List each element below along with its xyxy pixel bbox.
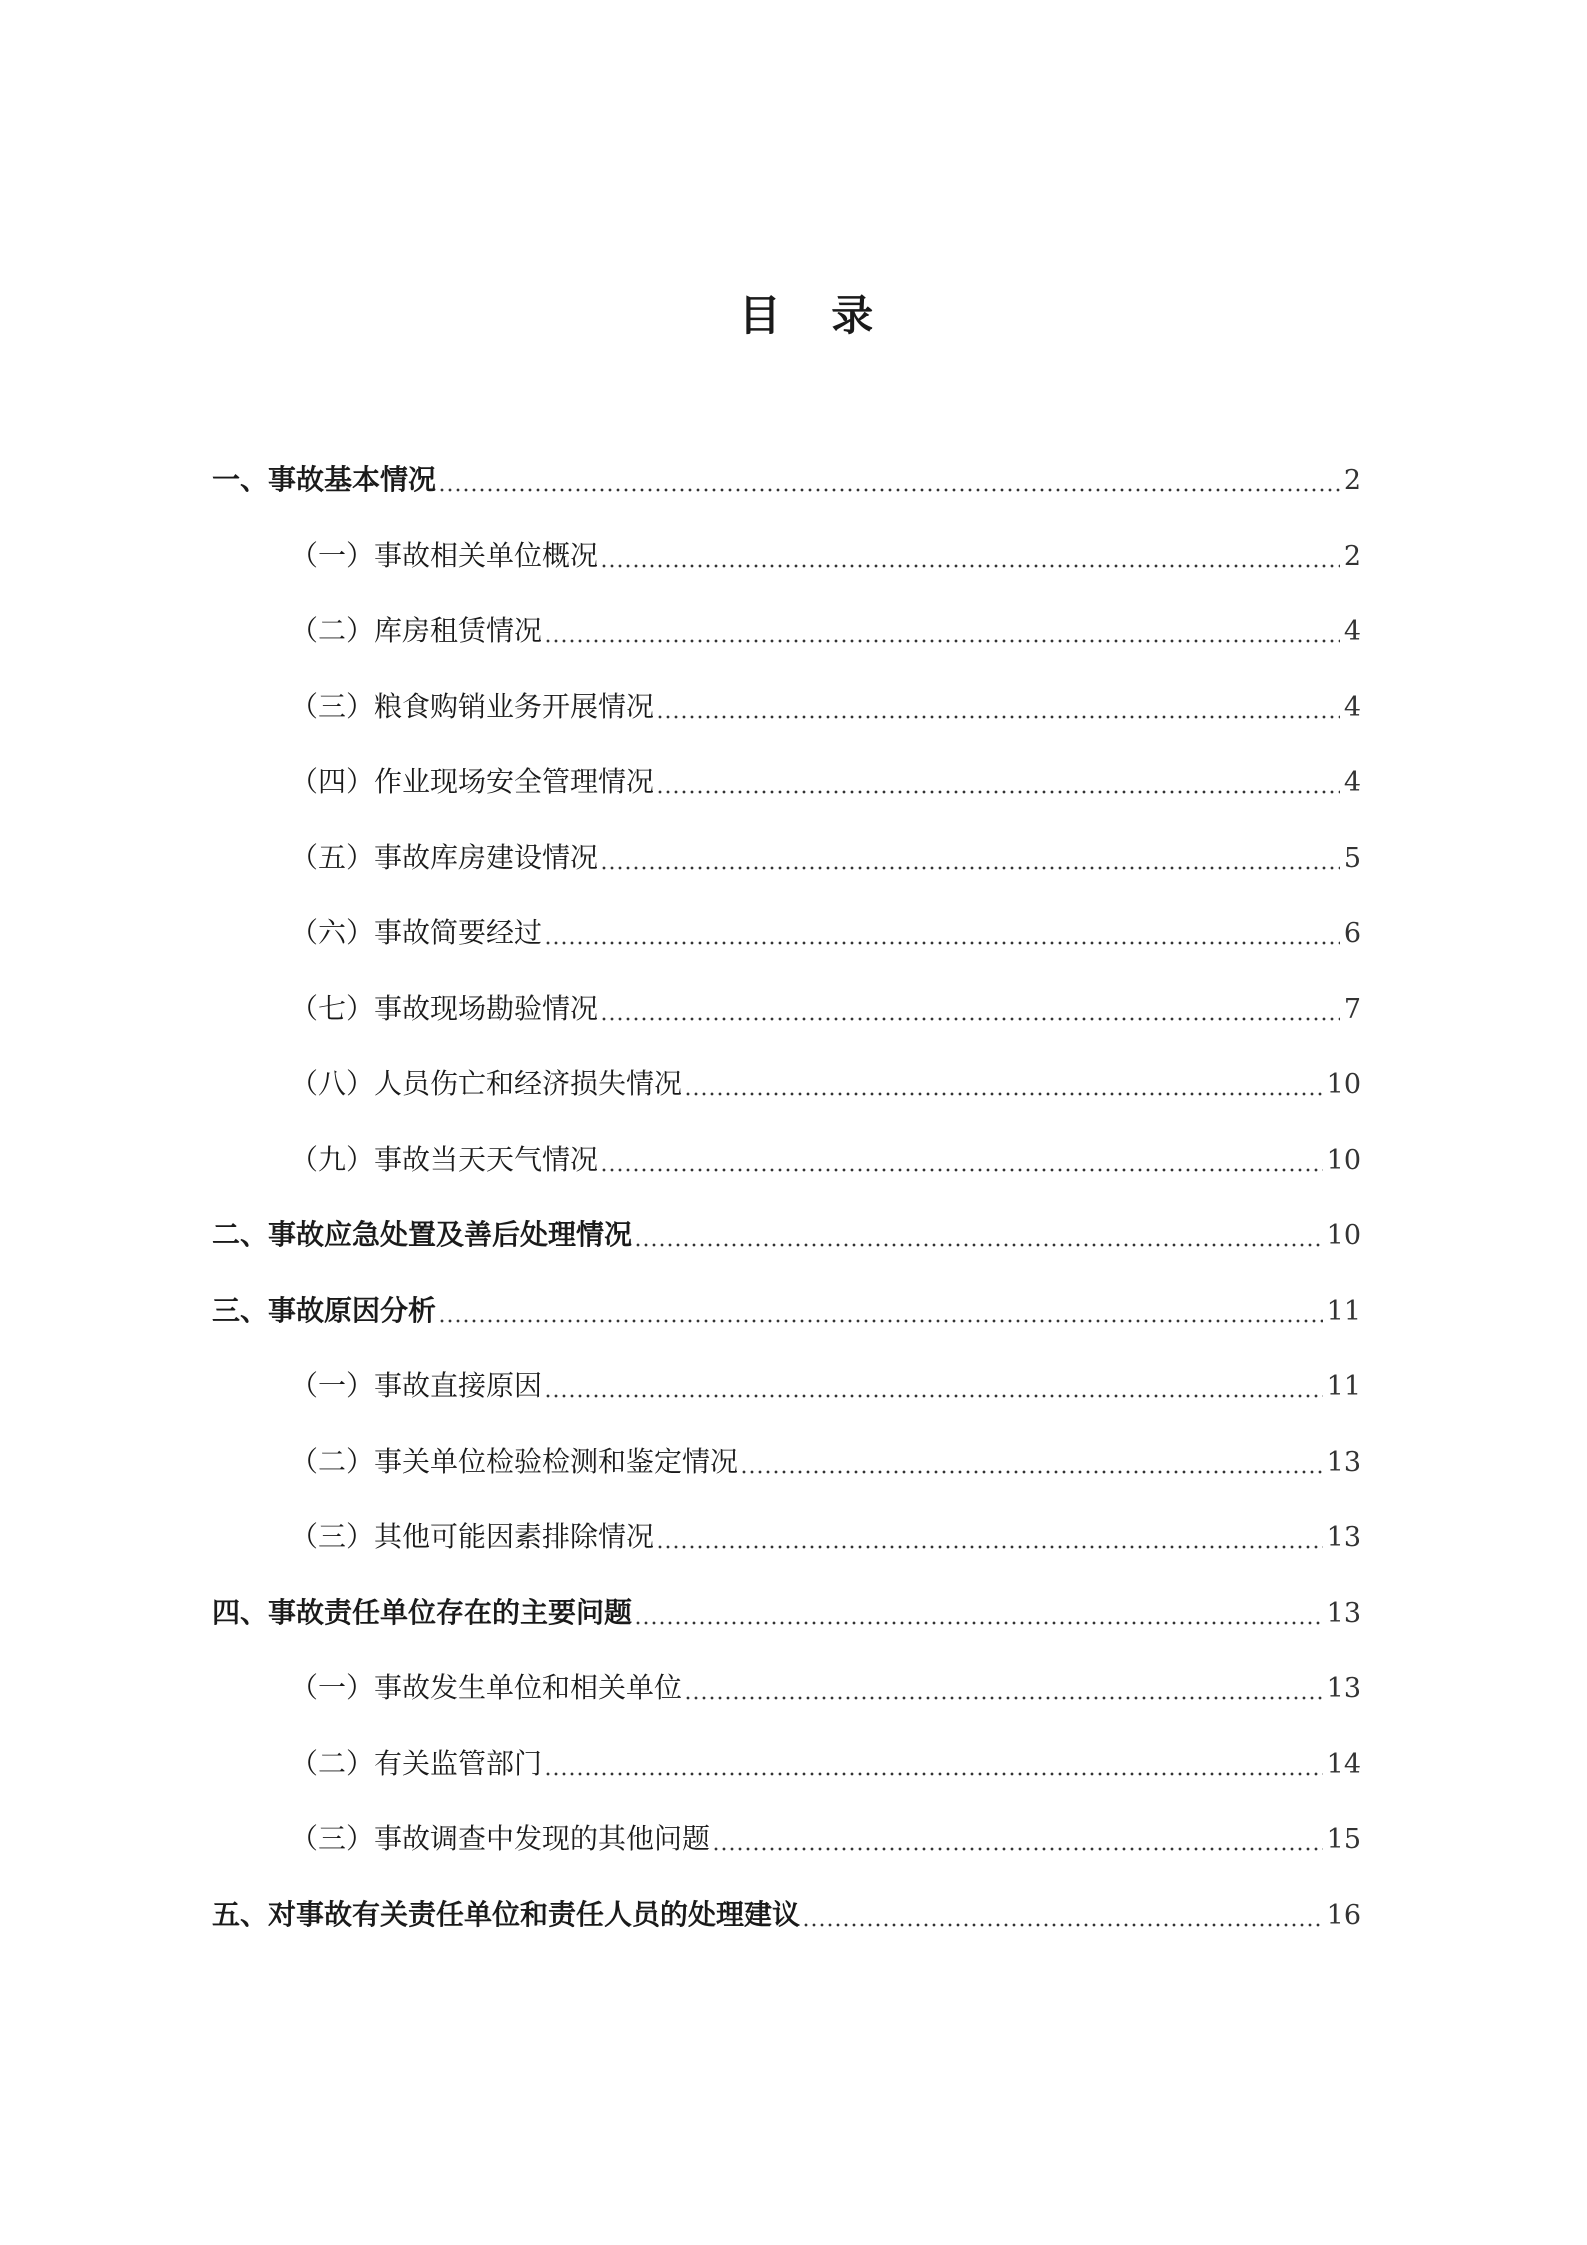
toc-entry-title: （四）作业现场安全管理情况 xyxy=(290,765,655,798)
toc-entry-page-number: 14 xyxy=(1326,1749,1361,1780)
toc-entry-page-number: 7 xyxy=(1343,994,1361,1025)
toc-entry-page-number: 6 xyxy=(1343,918,1361,949)
toc-entry-page-number: 2 xyxy=(1343,541,1361,572)
toc-entry[interactable] xyxy=(290,987,1361,1031)
toc-entry-page-number: 16 xyxy=(1326,1900,1361,1931)
toc-entry-page-number: 13 xyxy=(1326,1673,1361,1704)
dot-leader xyxy=(544,639,1340,643)
toc-entry[interactable] xyxy=(290,1742,1361,1786)
toc-entry[interactable] xyxy=(212,1289,1361,1333)
toc-entry[interactable] xyxy=(290,685,1361,729)
toc-entry[interactable] xyxy=(290,760,1361,804)
dot-leader xyxy=(438,1319,1323,1323)
toc-entry-title: （三）其他可能因素排除情况 xyxy=(290,1520,655,1553)
toc-entry-page-number: 5 xyxy=(1343,843,1361,874)
dot-leader xyxy=(684,1696,1323,1700)
toc-entry[interactable] xyxy=(290,1666,1361,1710)
toc-entry-title: （一）事故直接原因 xyxy=(290,1369,543,1402)
toc-entry-title: （八）人员伤亡和经济损失情况 xyxy=(290,1067,683,1100)
dot-leader xyxy=(712,1847,1323,1851)
toc-entry-title: （一）事故发生单位和相关单位 xyxy=(290,1671,683,1704)
toc-entry-title: （三）粮食购销业务开展情况 xyxy=(290,690,655,723)
toc-entry[interactable] xyxy=(212,1213,1361,1257)
toc-entry-page-number: 10 xyxy=(1326,1145,1361,1176)
dot-leader xyxy=(802,1923,1323,1927)
toc-entry-page-number: 11 xyxy=(1326,1296,1361,1327)
toc-entry-title: （二）库房租赁情况 xyxy=(290,614,543,647)
dot-leader xyxy=(600,866,1340,870)
toc-entry-title: 二、事故应急处置及善后处理情况 xyxy=(212,1218,633,1251)
toc-entry-title: 三、事故原因分析 xyxy=(212,1294,437,1327)
toc-entry-page-number: 11 xyxy=(1326,1371,1361,1402)
dot-leader xyxy=(634,1621,1323,1625)
toc-entry[interactable] xyxy=(212,1893,1361,1937)
toc-entry-title: 四、事故责任单位存在的主要问题 xyxy=(212,1596,633,1629)
toc-entry-page-number: 13 xyxy=(1326,1447,1361,1478)
toc-entry-page-number: 10 xyxy=(1326,1220,1361,1251)
dot-leader xyxy=(656,790,1340,794)
toc-entry[interactable] xyxy=(212,1591,1361,1635)
toc-entry-title: （二）事关单位检验检测和鉴定情况 xyxy=(290,1445,739,1478)
toc-entry-page-number: 4 xyxy=(1343,692,1361,723)
toc-entry-page-number: 13 xyxy=(1326,1522,1361,1553)
toc-entry-title: （一）事故相关单位概况 xyxy=(290,539,599,572)
dot-leader xyxy=(544,1394,1323,1398)
dot-leader xyxy=(544,941,1340,945)
toc-entry-page-number: 13 xyxy=(1326,1598,1361,1629)
toc-entry[interactable] xyxy=(290,1062,1361,1106)
page-title: 目 录 xyxy=(738,291,892,340)
dot-leader xyxy=(656,715,1340,719)
dot-leader xyxy=(600,1168,1323,1172)
toc-entry[interactable] xyxy=(290,911,1361,955)
dot-leader xyxy=(634,1243,1323,1247)
toc-entry[interactable] xyxy=(290,1138,1361,1182)
dot-leader xyxy=(544,1772,1323,1776)
toc-entry[interactable] xyxy=(290,1515,1361,1559)
dot-leader xyxy=(600,1017,1340,1021)
toc-entry-page-number: 4 xyxy=(1343,767,1361,798)
toc-entry[interactable] xyxy=(212,458,1361,502)
toc-entry[interactable] xyxy=(290,1817,1361,1861)
toc-entry[interactable] xyxy=(290,534,1361,578)
toc-entry-title: （二）有关监管部门 xyxy=(290,1747,543,1780)
dot-leader xyxy=(656,1545,1323,1549)
toc-entry-page-number: 15 xyxy=(1326,1824,1361,1855)
toc-entry-page-number: 4 xyxy=(1343,616,1361,647)
toc-entry-title: （三）事故调查中发现的其他问题 xyxy=(290,1822,711,1855)
dot-leader xyxy=(684,1092,1323,1096)
toc-entry-title: （六）事故简要经过 xyxy=(290,916,543,949)
toc-entry-page-number: 10 xyxy=(1326,1069,1361,1100)
toc-entry-title: 五、对事故有关责任单位和责任人员的处理建议 xyxy=(212,1898,801,1931)
toc-entry-title: （七）事故现场勘验情况 xyxy=(290,992,599,1025)
toc-entry-title: （九）事故当天天气情况 xyxy=(290,1143,599,1176)
dot-leader xyxy=(740,1470,1323,1474)
dot-leader xyxy=(438,488,1340,492)
toc-entry[interactable] xyxy=(290,1364,1361,1408)
dot-leader xyxy=(600,564,1340,568)
toc-entry[interactable] xyxy=(290,1440,1361,1484)
toc-entry[interactable] xyxy=(290,836,1361,880)
toc-entry[interactable] xyxy=(290,609,1361,653)
toc-entry-title: 一、事故基本情况 xyxy=(212,463,437,496)
toc-entry-page-number: 2 xyxy=(1343,465,1361,496)
toc-entry-title: （五）事故库房建设情况 xyxy=(290,841,599,874)
